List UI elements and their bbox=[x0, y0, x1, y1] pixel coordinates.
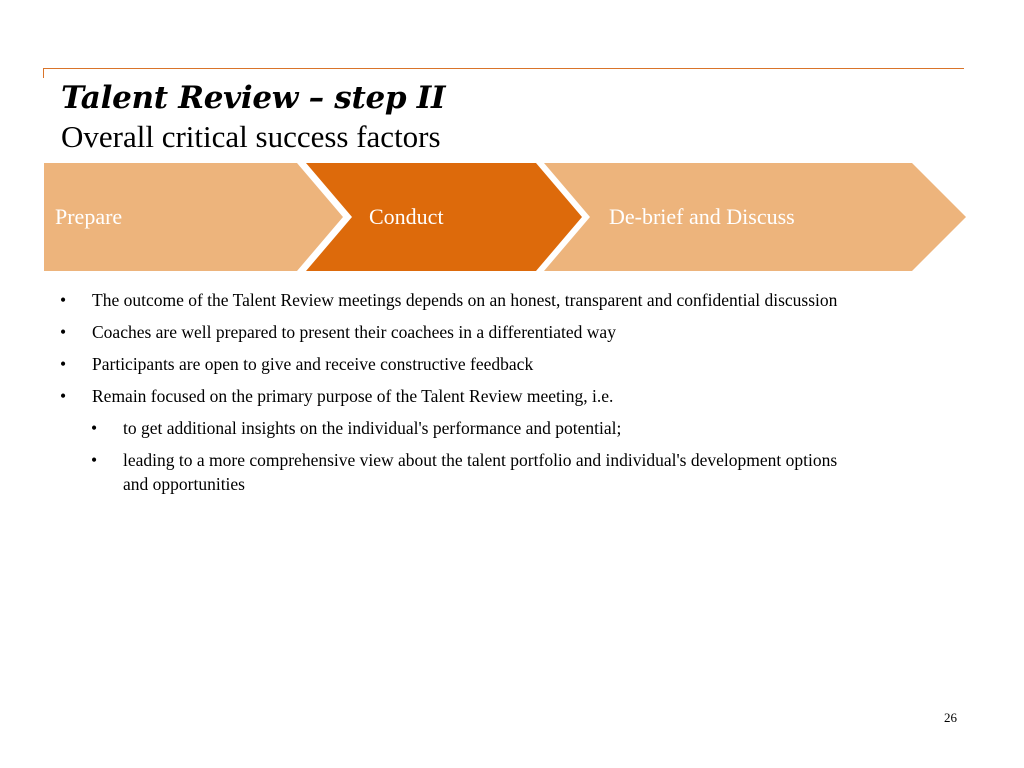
slide-subtitle: Overall critical success factors bbox=[61, 119, 441, 154]
bullet-dot-icon: • bbox=[91, 418, 98, 438]
header-rule bbox=[43, 68, 964, 69]
chevron-conduct bbox=[306, 163, 582, 271]
step-label-debrief: De-brief and Discuss bbox=[609, 204, 795, 229]
bullet-text: to get additional insights on the individual's performance and potential; bbox=[123, 418, 622, 438]
bullet-item bbox=[58, 384, 858, 408]
sub-bullet-item bbox=[89, 448, 858, 496]
bullet-dot-icon: • bbox=[60, 354, 67, 374]
bullet-text: leading to a more comprehensive view about the talent portfolio and individual's development options and opportunities bbox=[123, 450, 838, 494]
process-chevron-graphic bbox=[44, 163, 968, 271]
success-factors-list bbox=[58, 288, 858, 504]
process-chevrons bbox=[44, 163, 968, 271]
bullet-item bbox=[58, 320, 858, 344]
step-label-conduct: Conduct bbox=[369, 204, 444, 229]
bullet-item bbox=[58, 352, 858, 376]
slide-title: Talent Review – step II bbox=[61, 80, 446, 116]
bullet-dot-icon: • bbox=[60, 290, 67, 310]
bullet-dot-icon: • bbox=[60, 386, 67, 406]
bullet-text: The outcome of the Talent Review meetings depends on an honest, transparent and confidential discussion bbox=[92, 290, 838, 310]
bullet-dot-icon: • bbox=[91, 450, 98, 470]
bullet-text: Coaches are well prepared to present their coachees in a differentiated way bbox=[92, 322, 616, 342]
header-rule-tick bbox=[43, 68, 44, 78]
bullet-text: Participants are open to give and receive constructive feedback bbox=[92, 354, 534, 374]
bullet-dot-icon: • bbox=[60, 322, 67, 342]
sub-bullet-item bbox=[89, 416, 858, 440]
step-label-prepare: Prepare bbox=[55, 204, 123, 229]
bullet-item bbox=[58, 288, 858, 312]
page-number: 26 bbox=[944, 710, 957, 725]
bullet-text: Remain focused on the primary purpose of the Talent Review meeting, i.e. bbox=[92, 386, 614, 406]
